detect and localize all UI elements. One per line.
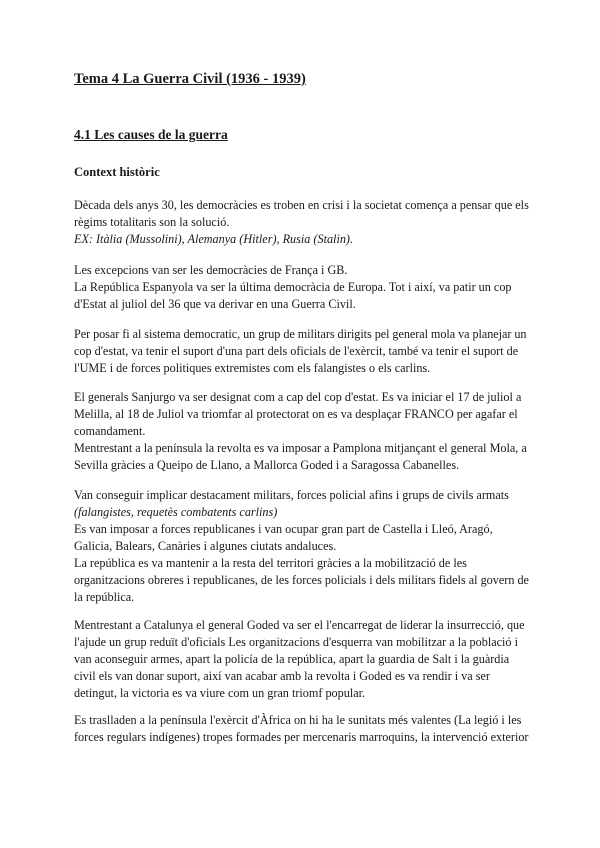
- text-line: van aconseguir armes, apart la policía de la república, apart la guardia de Salt i la guàrdia: [74, 652, 510, 666]
- text-line: Van conseguir implicar destacament militars, forces policial afins i grups de civils armats: [74, 488, 509, 502]
- text-line: l'ajude un grup reduït d'oficials Les organitzacions d'esquerra van mobilitzar a la població i: [74, 635, 518, 649]
- text-line: Sevilla gràcies a Queipo de Llano, a Mallorca Goded i a Saragossa Cabanelles.: [74, 458, 460, 472]
- text-line: cop d'estat, va tenir el suport d'una part dels oficials de l'exèrcit, també va tenir el suport de: [74, 344, 519, 358]
- subsection-title: Context històric: [74, 165, 160, 179]
- text-line: la república.: [74, 590, 135, 604]
- text-line: Mentrestant a Catalunya el general Goded va ser el l'encarregat de liderar la insurrecció, que: [74, 618, 525, 632]
- text-line: Es traslladen a la península l'exèrcit d'Àfrica on hi ha le sunitats més valentes (La legió i les: [74, 713, 522, 727]
- text-line: d'Estat al juliol del 36 que va derivar en una Guerra Civil.: [74, 297, 356, 311]
- text-line: La República Espanyola va ser la última democràcia de Europa. Tot i així, va patir un cop: [74, 280, 512, 294]
- text-line: detingut, la victoria es va viure com un gran triomf popular.: [74, 686, 366, 700]
- text-line: (falangistes, requetès combatents carlins): [74, 505, 278, 519]
- text-line: l'UME i de forces politiques extremistes com els falangistes o els carlins.: [74, 361, 431, 375]
- paragraph-4: [74, 389, 530, 474]
- text-line: El generals Sanjurgo va ser designat com a cap del cop d'estat. Es va iniciar el 17 de juliol a: [74, 390, 522, 404]
- paragraph-2: [74, 262, 530, 313]
- paragraph-3: [74, 326, 530, 377]
- text-line: Mentrestant a la península la revolta es va imposar a Pamplona mitjançant el general Mola, a: [74, 441, 527, 455]
- paragraph-7: [74, 712, 530, 746]
- text-line: Es van imposar a forces republicanes i van ocupar gran part de Castella i Lleó, Aragó,: [74, 522, 493, 536]
- section-title: 4.1 Les causes de la guerra: [74, 127, 228, 142]
- text-line: Melilla, al 18 de Juliol va triomfar al protectorat on es va desplaçar FRANCO per agafar el: [74, 407, 518, 421]
- text-line: Les excepcions van ser les democràcies de França i GB.: [74, 263, 348, 277]
- text-line: EX: Itàlia (Mussolini), Alemanya (Hitler), Rusia (Stalin).: [74, 232, 354, 246]
- text-line: règims totalitaris son la solució.: [74, 215, 230, 229]
- paragraph-6: [74, 617, 530, 702]
- page-title: Tema 4 La Guerra Civil (1936 - 1939): [74, 71, 306, 87]
- text-line: forces regulars indígenes) tropes formades per mercenaris marroquins, la intervenció exterior: [74, 730, 529, 744]
- text-line: Dècada dels anys 30, les democràcies es troben en crisi i la societat comença a pensar que els: [74, 198, 529, 212]
- text-line: La república es va mantenir a la resta del territori gràcies a la mobilització de les: [74, 556, 467, 570]
- text-line: organitzacions obreres i republicanes, de les forces policials i dels militars fidels al govern de: [74, 573, 529, 587]
- paragraph-1: [74, 197, 530, 248]
- text-line: Galicia, Balears, Canàries i algunes ciutats andaluces.: [74, 539, 337, 553]
- text-line: civil els van donar suport, així van acabar amb la revolta i Goded es va rendir i va ser: [74, 669, 490, 683]
- text-line: Per posar fi al sistema democratic, un grup de militars dirigits pel general mola va planejar un: [74, 327, 527, 341]
- paragraph-5: [74, 487, 530, 606]
- text-line: comandament.: [74, 424, 146, 438]
